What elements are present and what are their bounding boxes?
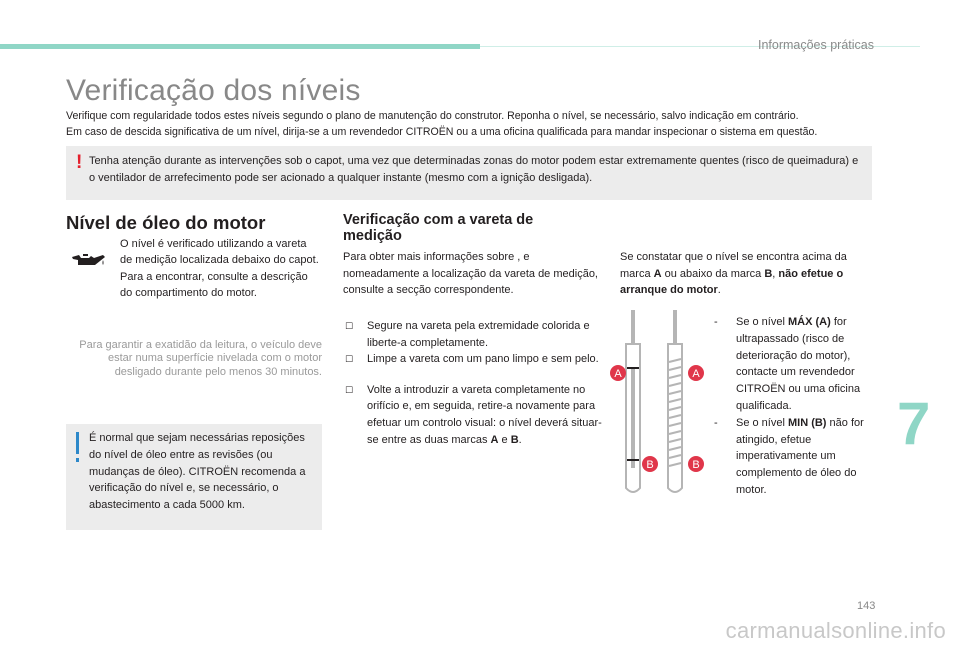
intro-line: Verifique com regularidade todos estes níveis segundo o plano de manutenção do construtor. Reponha o nível, se necessário, salvo indicação em contrário. (66, 110, 799, 122)
list-item: ☐ Segure na vareta pela extremidade colorida e liberte-a completamente. (345, 320, 590, 349)
list-item: - Se o nível MÁX (A) for ultrapassado (risco de deterioração do motor), contacte um revendedor CITROËN ou uma oficina qualificada. (714, 316, 861, 412)
svg-text:A: A (614, 368, 622, 380)
label-a-left (610, 365, 626, 381)
label-a-right (688, 365, 704, 381)
checkbox-bullet-icon: ☐ (345, 321, 354, 331)
svg-text:A: A (692, 368, 700, 380)
level-marks-list (714, 314, 874, 499)
oil-can-icon (70, 252, 106, 277)
info-icon (76, 432, 80, 464)
warning-icon: ! (76, 152, 83, 173)
watermark: carmanualsonline.info (725, 618, 946, 643)
checkbox-bullet-icon: ☐ (345, 384, 354, 395)
dipstick-section-heading: Verificação com a vareta de medição (343, 212, 534, 244)
label-b-right (688, 456, 704, 472)
section-title: Informações práticas (757, 38, 874, 52)
list-item: ☐ Volte a introduzir a vareta completamente no orifício e, em seguida, retire-a novamente para efetuar um controlo visual: o nível deverá situar-se entre as duas marcas A e B. (345, 383, 602, 446)
dipstick-illustration (610, 310, 710, 501)
page-title: Verificação dos níveis (66, 74, 361, 107)
intro-line: Em caso de descida significativa de um nível, dirija-se a um revendedor CITROËN ou a uma oficina qualificada para mandar inspecionar o sistema em questão. (66, 126, 818, 138)
label-b-left (642, 456, 658, 472)
header-accent-bar (0, 44, 480, 49)
checkbox-bullet-icon: ☐ (345, 354, 354, 365)
list-item: ☐ Limpe a vareta com um pano limpo e sem pelo. (343, 351, 603, 368)
list-item: - Se o nível MIN (B) não for atingido, efetue imperativamente um complemento de óleo do motor. (714, 416, 864, 496)
svg-text:B: B (692, 459, 700, 471)
page-number: 143 (857, 600, 876, 612)
chapter-number: 7 (897, 390, 931, 457)
info-text: É normal que sejam necessárias reposições do nível de óleo entre as revisões (ou mudanças de óleo). CITROËN recomenda a verificação do nível e, se necessário, o abastecimento a cada 5000 km. (89, 432, 306, 512)
warning-text: Tenha atenção durante as intervenções sob o capot, uma vez que determinadas zonas do motor podem estar extremamente quentes (risco de queimadura) e o ventilador de arrefecimento pode ser acionado a qualquer instante (mesmo com a ignição desligada). (89, 155, 859, 184)
svg-text:B: B (646, 459, 654, 471)
oil-accuracy-note: Para garantir a exatidão da leitura, o veículo deve estar numa superfície nivelada com o motor desligado durante pelo menos 30 minutos. (79, 339, 322, 378)
oil-section-heading: Nível de óleo do motor (66, 212, 266, 233)
dipstick-steps (343, 318, 603, 448)
oil-description: O nível é verificado utilizando a vareta de medição localizada debaixo do capot. Para a encontrar, consulte a descrição do compartimento do motor. (120, 238, 319, 299)
level-warning: Se constatar que o nível se encontra acima da marca A ou abaixo da marca B, não efetue o arranque do motor. (620, 251, 847, 297)
dipstick-intro: Para obter mais informações sobre , e nomeadamente a localização da vareta de medição, consulte a secção correspondente. (343, 251, 598, 297)
intro-paragraph (66, 108, 886, 140)
